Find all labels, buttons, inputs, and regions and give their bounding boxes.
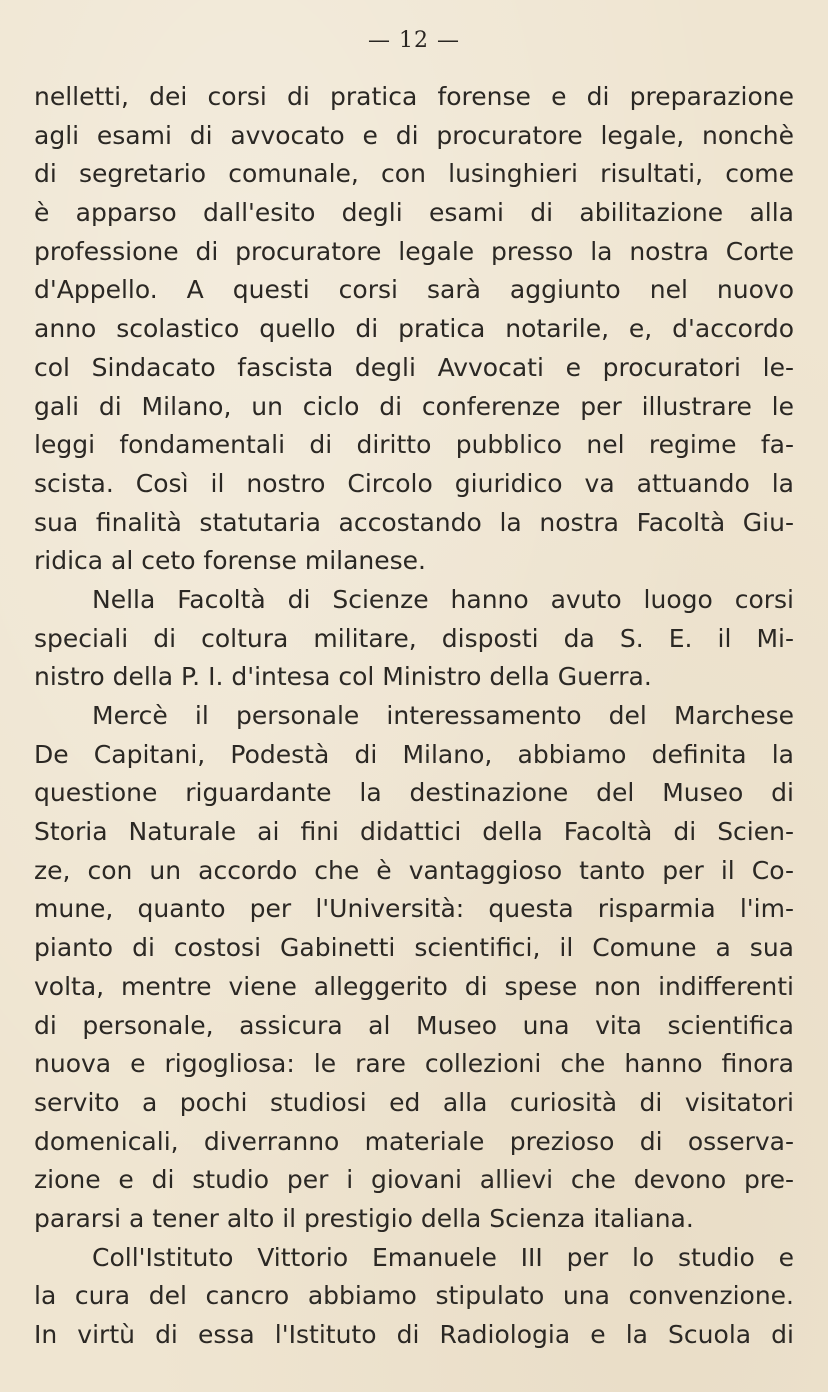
text-line: di segretario comunale, con lusinghieri risultati, come bbox=[34, 159, 794, 189]
text-line: nuova e rigogliosa: le rare collezioni che hanno finora bbox=[34, 1049, 794, 1079]
text-line: nistro della P. I. d'intesa col Ministro della Guerra. bbox=[34, 662, 652, 692]
text-line: professione di procuratore legale presso la nostra Corte bbox=[34, 236, 794, 266]
text-line: col Sindacato fascista degli Avvocati e procuratori le- bbox=[34, 352, 794, 382]
text-line: Coll'Istituto Vittorio Emanuele III per lo studio e bbox=[92, 1242, 794, 1272]
text-line: questione riguardante la destinazione del Museo di bbox=[34, 778, 794, 808]
text-line: Storia Naturale ai fini didattici della Facoltà di Scien- bbox=[34, 817, 794, 847]
text-line: nelletti, dei corsi di pratica forense e di preparazione bbox=[34, 82, 794, 111]
text-line: scista. Così il nostro Circolo giuridico va attuando la bbox=[34, 468, 794, 498]
text-line: speciali di coltura militare, disposti da S. E. il Mi- bbox=[34, 623, 794, 653]
text-line: Mercè il personale interessamento del Marchese bbox=[92, 701, 794, 730]
page-number: — 12 — bbox=[368, 28, 460, 53]
text-line: agli esami di avvocato e di procuratore legale, nonchè bbox=[34, 120, 794, 150]
text-line: gali di Milano, un ciclo di conferenze per illustrare le bbox=[34, 391, 794, 421]
text-line: ridica al ceto forense milanese. bbox=[34, 546, 426, 576]
text-line: è apparso dall'esito degli esami di abilitazione alla bbox=[34, 198, 794, 228]
text-line: anno scolastico quello di pratica notarile, e, d'accordo bbox=[34, 314, 794, 344]
text-line: In virtù di essa l'Istituto di Radiologia e la Scuola di bbox=[34, 1320, 794, 1349]
text-line: mune, quanto per l'Università: questa risparmia l'im- bbox=[34, 894, 794, 924]
text-line: domenicali, diverranno materiale prezioso di osserva- bbox=[34, 1126, 794, 1156]
text-line: la cura del cancro abbiamo stipulato una convenzione. bbox=[34, 1281, 794, 1311]
text-line: di personale, assicura al Museo una vita scientifica bbox=[34, 1010, 794, 1040]
text-line: volta, mentre viene alleggerito di spese non indifferenti bbox=[34, 971, 794, 1001]
text-line: pianto di costosi Gabinetti scientifici, il Comune a sua bbox=[34, 933, 794, 963]
text-line: d'Appello. A questi corsi sarà aggiunto nel nuovo bbox=[34, 275, 794, 305]
text-line: Nella Facoltà di Scienze hanno avuto luogo corsi bbox=[92, 584, 794, 614]
text-line: zione e di studio per i giovani allievi che devono pre- bbox=[34, 1165, 794, 1195]
text-line: servito a pochi studiosi ed alla curiosità di visitatori bbox=[34, 1087, 794, 1117]
body-text bbox=[34, 78, 794, 1355]
text-line: sua finalità statutaria accostando la nostra Facoltà Giu- bbox=[34, 507, 794, 537]
text-line: pararsi a tener alto il prestigio della Scienza italiana. bbox=[34, 1203, 694, 1233]
text-line: De Capitani, Podestà di Milano, abbiamo definita la bbox=[34, 739, 794, 769]
text-line: leggi fondamentali di diritto pubblico nel regime fa- bbox=[34, 430, 794, 460]
text-line: ze, con un accordo che è vantaggioso tanto per il Co- bbox=[34, 855, 794, 885]
